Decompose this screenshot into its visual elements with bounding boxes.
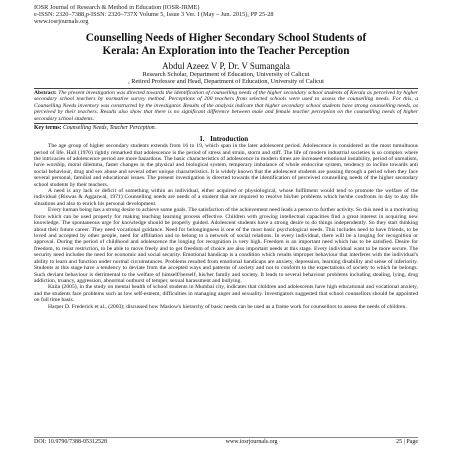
paragraph: Harper D. Frederick et al., (2003); discussed how Maslow's hierarchy of basic needs can be used as a frame work for counsellors to assess the needs of children. bbox=[48, 303, 407, 310]
authors: Abdul Azeez V P, Dr. V Sumangala bbox=[162, 61, 290, 72]
keywords-label: Key terms: bbox=[34, 125, 62, 132]
issn-line: e-ISSN: 2320–7388,p-ISSN: 2320–737X Volume 5, Issue 3 Ver. I (May – Jun. 2015), PP 25-28 bbox=[34, 11, 274, 19]
journal-name: IOSR Journal of Research & Method in Education (IOSR-JRME) bbox=[34, 4, 200, 11]
keywords-text: Counselling Needs, Teacher Perception. bbox=[62, 125, 157, 132]
journal-header bbox=[34, 4, 418, 26]
body-text bbox=[34, 143, 418, 310]
abstract-text: The present investigation was directed towards the identification of counselling needs of the higher secondary school students of Kerala as perceived by higher secondary school teachers by normative survey method. Perceptions of 200 teachers from selected schools were used to assess the counselling needs. For this, a Counselling Needs inventory was constructed by the investigator. Results of the analysis indicate that higher secondary school students have strong counselling needs, as perceived by their teachers. Results also show that there is no significant difference between male and female teacher perception on the counselling needs of higher secondary school students. bbox=[34, 89, 418, 122]
section-number: I. bbox=[199, 135, 205, 144]
footer-website[interactable]: www.iosrjournals.org bbox=[225, 439, 278, 445]
doi: DOI: 10.9790/7388-05312528 bbox=[34, 439, 107, 445]
paragraph: Every human being has a strong desire to achieve some goals. The satisfaction of the achievement need leads a person to further activity. So this need is a motivating force which can be used properly for making teaching learning process effective. Children with growing intellectual capacities find a great interest in acquiring new knowledge. The spontaneous urge for knowledge should be properly guided. Adolescent students have a strong desire to do things independently. So they start thinking about their future career. They need vocational guidance. Need for belongingness is one of the most basic psychological needs. This includes need to have friends, to be loved and accepted by other people, need for affiliation and to belong to a network of social relations. In every individual, there will be a longing for recognition or approval. During the period of childhood and adolescence the longing for recognition is very high. Freedom is an important need which has to be satisfied. Desire for freedom, to resist restriction, to be able to move freely and to get freedom of choice are also important needs at this stage. Every individual want to be more secure. The security need includes the need for economic and social security. Emotional handicap is a condition which results improper behaviour that interferes with the individual's ability to learn and function under normal circumstances. Problems resulted from emotional handicaps are anxiety, depression, learning disability and sense of inferiority. Students at this stage have a tendency to deviate from the accepted ways and patterns of society and not to conform to the expectations of society to which he belongs. Such deviant behaviour is detrimental to the welfare of himself/herself, his/her family and society. It leads to several behaviour problems including stealing, lying, drug addiction, truancy, aggression, abnormal outburst of temper, sexual harassment and bullying. bbox=[34, 207, 418, 284]
keywords bbox=[34, 125, 418, 132]
section-title: Introduction bbox=[210, 135, 249, 144]
title-line-1: Counselling Needs of Higher Secondary School Students of bbox=[85, 31, 367, 44]
abstract-label: Abstract: bbox=[34, 89, 57, 96]
affiliation-1: Research Scholar, Department of Education, University of Calicut bbox=[142, 71, 310, 79]
page-footer bbox=[34, 437, 418, 446]
page-number: 25 | Page bbox=[396, 439, 418, 445]
journal-website[interactable]: www.iosrjournals.org bbox=[34, 18, 89, 26]
paper-title bbox=[34, 32, 418, 58]
paragraph: The age group of higher secondary students extends from 16 to 19, which span in the later adolescent period. Adolescence is considered as the most tumultuous period of life. Hall (1976) rightly remarked that adolescence is the period of stress and strain, storm and stiff. The life of modern industrial societies is so complex where the intricacies of adolescence period are more hazardous. The basic characteristics of adolescence in modern times are increased emotional instability, period of unrealism, have worship, moral dilemma, faster changes in the physical and biological system, temporary imbalance of whole endocrine system, tendency to incline towards anti social behaviour, drug and sex abuse and several other unique characteristics. It is widely known that the adolescent students are passing through a period when they face several personal, familial and educational issues. The present investigation is directed towards the identification of perceived counselling needs of the higher secondary school students by their teachers. bbox=[34, 143, 418, 188]
title-line-2: Kerala: An Exploration into the Teacher Perception bbox=[102, 44, 350, 57]
paragraph: A need is any lack or deficit of something within an individual, either acquired or physiological, whose fulfilment would tend to promote the welfare of the individual (Biswas & Aggarwal, 1971) Counselling needs are needs of a student that are required to resolve his/her problems which he/she confronts in day to day life situations and also to enrich his personal development. bbox=[34, 188, 418, 207]
paragraph: Kaila (2005), in the study on mental health of school students in Mumbai city, indicates that children and adolescents have high educational and vocational anxiety, and the students face problems such as low self-esteem, difficulties in managing anger and sexuality. Investigators suggested that school counsellors should be appointed on full time basis. bbox=[34, 284, 418, 304]
abstract bbox=[34, 88, 418, 124]
section-heading bbox=[34, 135, 418, 143]
affiliation-2: , Retired Professor and Head, Department of Education, University of Calicut bbox=[128, 78, 324, 86]
